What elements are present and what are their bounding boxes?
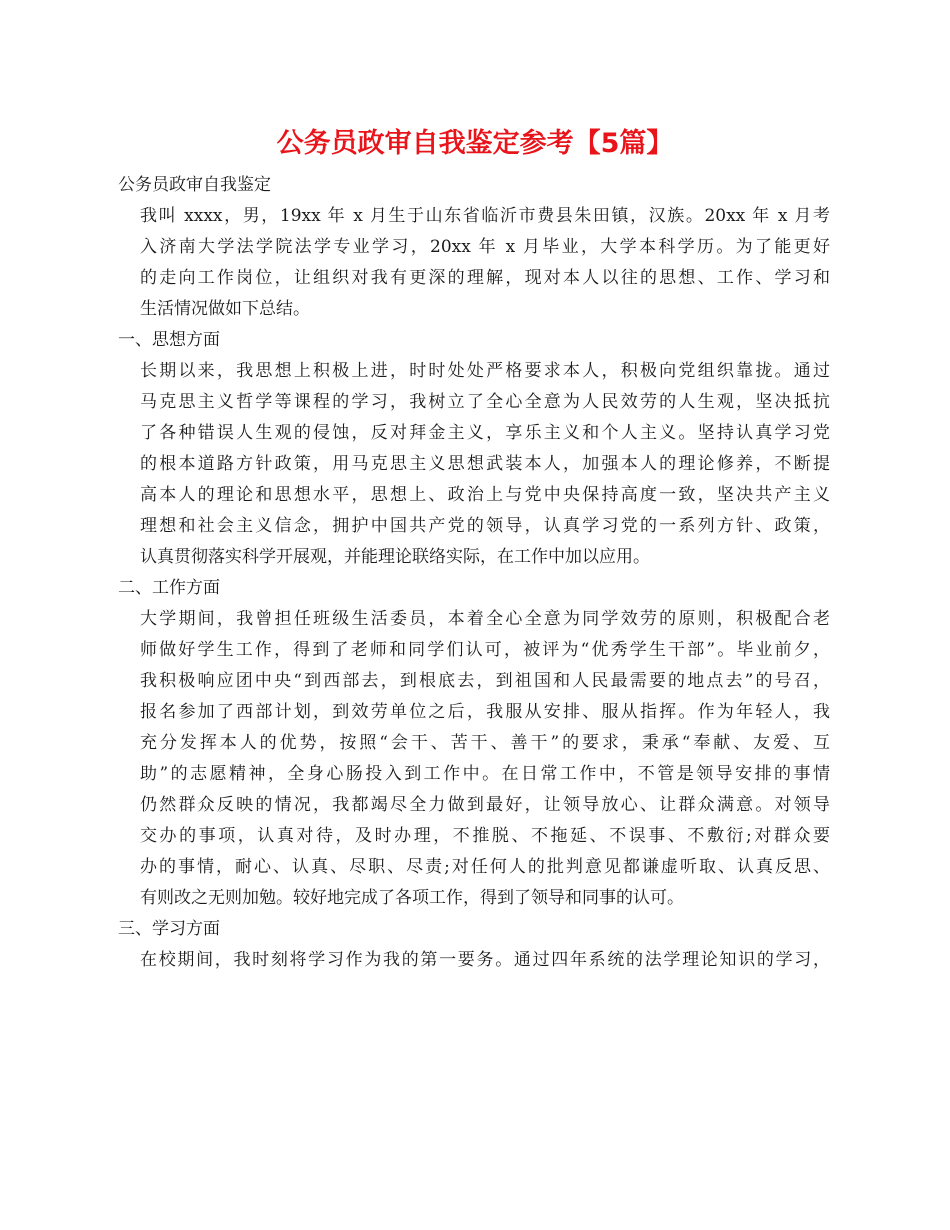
paragraph-line: 办的事情，耐心、认真、尽职、尽责;对任何人的批判意见都谦虚听取、认真反思、: [140, 857, 830, 877]
document-subtitle: 公务员政审自我鉴定: [118, 175, 271, 195]
paragraph-line: 我叫 xxxx，男，19xx 年 x 月生于山东省临沂市费县朱田镇，汉族。20xx 年 x 月考: [140, 206, 830, 226]
paragraph-line: 师做好学生工作，得到了老师和同学们认可，被评为“优秀学生干部”。毕业前夕，: [140, 640, 830, 660]
section-heading: 一、思想方面: [118, 330, 220, 350]
paragraph-line: 理想和社会主义信念，拥护中国共产党的领导，认真学习党的一系列方针、政策，: [140, 516, 830, 536]
section-heading: 三、学习方面: [118, 919, 220, 939]
paragraph-line: 入济南大学法学院法学专业学习，20xx 年 x 月毕业，大学本科学历。为了能更好: [140, 237, 830, 257]
paragraph-line: 充分发挥本人的优势，按照“会干、苦干、善干”的要求，秉承“奉献、友爱、互: [140, 733, 830, 753]
paragraph-line: 了各种错误人生观的侵蚀，反对拜金主义，享乐主义和个人主义。坚持认真学习党: [140, 423, 830, 443]
paragraph-line: 大学期间，我曾担任班级生活委员，本着全心全意为同学效劳的原则，积极配合老: [140, 609, 830, 629]
paragraph-line: 有则改之无则加勉。较好地完成了各项工作，得到了领导和同事的认可。: [140, 888, 684, 908]
paragraph-line: 助”的志愿精神，全身心肠投入到工作中。在日常工作中，不管是领导安排的事情: [140, 764, 830, 784]
paragraph-line: 仍然群众反映的情况，我都竭尽全力做到最好，让领导放心、让群众满意。对领导: [140, 795, 830, 815]
paragraph-line: 我积极响应团中央“到西部去，到根底去，到祖国和人民最需要的地点去”的号召，: [140, 671, 830, 691]
paragraph-line: 的走向工作岗位，让组织对我有更深的理解，现对本人以往的思想、工作、学习和: [140, 268, 830, 288]
section-heading: 二、工作方面: [118, 578, 220, 598]
paragraph-line: 的根本道路方针政策，用马克思主义思想武装本人，加强本人的理论修养，不断提: [140, 454, 830, 474]
paragraph-line: 长期以来，我思想上积极上进，时时处处严格要求本人，积极向党组织靠拢。通过: [140, 361, 830, 381]
paragraph-line: 生活情况做如下总结。: [140, 299, 310, 319]
paragraph-line: 在校期间，我时刻将学习作为我的第一要务。通过四年系统的法学理论知识的学习，: [140, 950, 830, 970]
document-body: [118, 170, 830, 976]
paragraph-line: 认真贯彻落实科学开展观，并能理论联络实际，在工作中加以应用。: [140, 547, 650, 567]
paragraph-line: 高本人的理论和思想水平，思想上、政治上与党中央保持高度一致，坚决共产主义: [140, 485, 830, 505]
paragraph-line: 交办的事项，认真对待，及时办理，不推脱、不拖延、不误事、不敷衍;对群众要: [140, 826, 830, 846]
document-title: 公务员政审自我鉴定参考【5篇】: [276, 128, 674, 159]
paragraph-line: 报名参加了西部计划，到效劳单位之后，我服从安排、服从指挥。作为年轻人，我: [140, 702, 830, 722]
paragraph-line: 马克思主义哲学等课程的学习，我树立了全心全意为人民效劳的人生观，坚决抵抗: [140, 392, 830, 412]
